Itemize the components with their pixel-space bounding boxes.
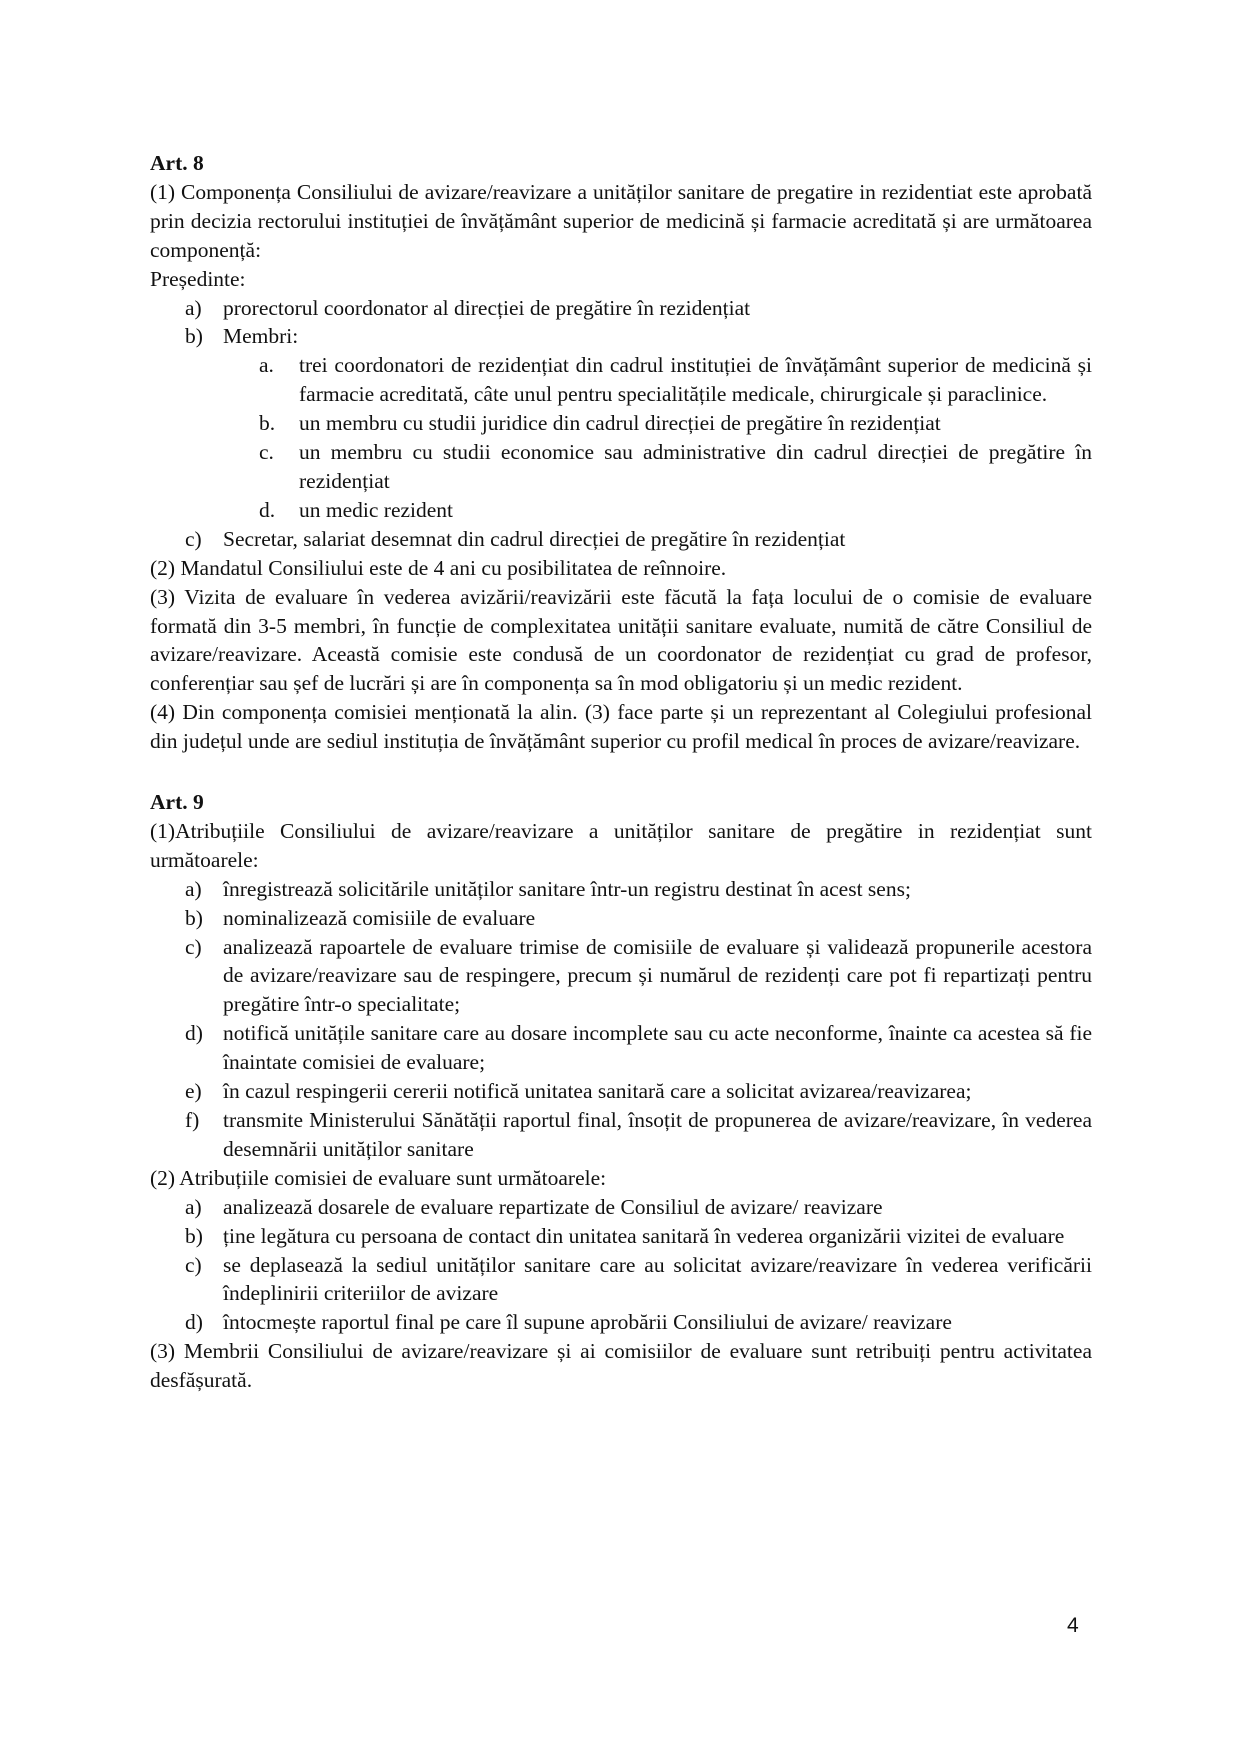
art9-paragraph-2: (2) Atribuțiile comisiei de evaluare sunt următoarele: (150, 1165, 607, 1190)
list-item-text: trei coordonatori de rezidențiat din cadrul instituției de învățământ superior de medicină și farmacie acreditată, câte unul pentru specialitățile medicale, chirurgicale și paraclinice. (299, 353, 1092, 407)
article-9-heading: Art. 9 (150, 790, 204, 815)
list-item (185, 322, 1092, 351)
list-marker: a) (185, 295, 202, 320)
list-item (259, 496, 1092, 525)
list-item-text: în cazul respingerii cererii notifică unitatea sanitară care a solicitat avizarea/reavizarea; (223, 1079, 972, 1104)
section-spacer (150, 756, 1092, 788)
list-marker: d) (185, 1021, 203, 1046)
list-item (185, 933, 1092, 1020)
list-item (259, 351, 1092, 409)
list-item (185, 1308, 1092, 1337)
list-item (259, 438, 1092, 496)
list-item-text: transmite Ministerului Sănătății raportul final, însoțit de propunerea de avizare/reavizare, în vederea desemnării unităților sanitare (223, 1108, 1092, 1161)
list-item-text: prorectorul coordonator al direcției de pregătire în rezidențiat (223, 295, 751, 320)
list-item-text: Secretar, salariat desemnat din cadrul direcției de pregătire în rezidențiat (223, 526, 846, 551)
list-marker: b. (259, 411, 276, 436)
list-marker: d. (259, 497, 276, 522)
list-marker: e) (185, 1079, 202, 1104)
list-item (185, 1193, 1092, 1222)
list-marker: c) (185, 934, 202, 959)
list-item (185, 875, 1092, 904)
list-item (185, 1019, 1092, 1077)
art8-paragraph-2: (2) Mandatul Consiliului este de 4 ani cu posibilitatea de reînnoire. (150, 555, 727, 580)
list-item-text: se deplasează la sediul unităților sanitare care au solicitat avizare/reavizare în vederea verificării îndeplinirii criteriilor de avizare (223, 1252, 1092, 1306)
list-item-text: analizează dosarele de evaluare repartizate de Consiliul de avizare/ reavizare (223, 1194, 883, 1219)
art9-paragraph-1: (1)Atribuțiile Consiliului de avizare/reavizare a unităților sanitare de pregătire in rezidențiat sunt următoarele: (150, 818, 1092, 872)
list-item-text: un medic rezident (299, 497, 454, 522)
members-list (150, 351, 1092, 524)
list-item (185, 1222, 1092, 1251)
list-marker: a. (259, 353, 274, 378)
list-marker: c. (259, 440, 274, 465)
list-item-text: Membri: (223, 324, 299, 349)
art8-paragraph-3: (3) Vizita de evaluare în vederea avizării/reavizării este făcută la fața locului de o comisie de evaluare formată din 3-5 membri, în funcție de complexitatea unității sanitare evaluate, numită de către Consiliul de avizare/reavizare. Această comisie este condusă de un coordonator de rezidențiat cu grad de profesor, conferențiar sau șef de lucrări și are în componența sa în mod obligatoriu și un medic rezident. (150, 584, 1092, 696)
art9-paragraph-3: (3) Membrii Consiliului de avizare/reavizare și ai comisiilor de evaluare sunt retribuiți pentru activitatea desfășurată. (150, 1339, 1092, 1393)
list-item-text: ține legătura cu persoana de contact din unitatea sanitară în vederea organizării vizitei de evaluare (223, 1223, 1065, 1248)
list-item-text: întocmește raportul final pe care îl supune aprobării Consiliului de avizare/ reavizare (223, 1310, 952, 1335)
art8-paragraph-4: (4) Din componența comisiei menționată la alin. (3) face parte și un reprezentant al Colegiului profesional din județul unde are sediul instituția de învățământ superior cu profil medical în proces de avizare/reavizare. (150, 700, 1092, 754)
list-marker: a) (185, 876, 202, 901)
page-number: 4 (1067, 1614, 1079, 1637)
list-marker: d) (185, 1310, 203, 1335)
list-item (185, 904, 1092, 933)
art9-list-2 (150, 1193, 1092, 1338)
list-marker: b) (185, 905, 203, 930)
list-marker: c) (185, 526, 202, 551)
list-marker: b) (185, 1223, 203, 1248)
list-item-text: nominalizează comisiile de evaluare (223, 905, 536, 930)
list-item-text: notifică unitățile sanitare care au dosare incomplete sau cu acte neconforme, înainte ca acestea să fie înaintate comisiei de evaluare; (223, 1021, 1092, 1075)
presedinte-label: Președinte: (150, 266, 246, 291)
secretar-list (150, 525, 1092, 554)
list-item (259, 409, 1092, 438)
list-marker: f) (185, 1108, 200, 1132)
list-item-text: analizează rapoartele de evaluare trimise de comisiile de evaluare și validează propunerile acestora de avizare/reavizare sau de respingere, precum și numărul de rezidenți care pot fi repartizați pentru pregătire într-o specialitate; (223, 934, 1092, 1017)
art8-paragraph-1: (1) Componența Consiliului de avizare/reavizare a unităților sanitare de pregatire in rezidentiat este aprobată prin decizia rectorului instituției de învățământ superior de medicină și farmacie acreditată și are următoarea componență: (150, 179, 1092, 262)
list-item-text: un membru cu studii economice sau administrative din cadrul direcției de pregătire în rezidențiat (299, 440, 1092, 493)
list-marker: c) (185, 1252, 202, 1277)
list-marker: a) (185, 1194, 202, 1219)
article-8-heading: Art. 8 (150, 151, 204, 175)
list-item-text: un membru cu studii juridice din cadrul direcției de pregătire în rezidențiat (299, 411, 941, 436)
list-item (185, 1251, 1092, 1309)
document-body (150, 149, 1092, 1395)
list-item (185, 294, 1092, 323)
list-item-text: înregistrează solicitările unităților sanitare într-un registru destinat în acest sens; (223, 876, 911, 901)
list-item (185, 1106, 1092, 1164)
art8-list (150, 294, 1092, 352)
list-marker: b) (185, 324, 203, 349)
art9-list-1 (150, 875, 1092, 1164)
list-item (185, 1077, 1092, 1106)
list-item (185, 525, 1092, 554)
